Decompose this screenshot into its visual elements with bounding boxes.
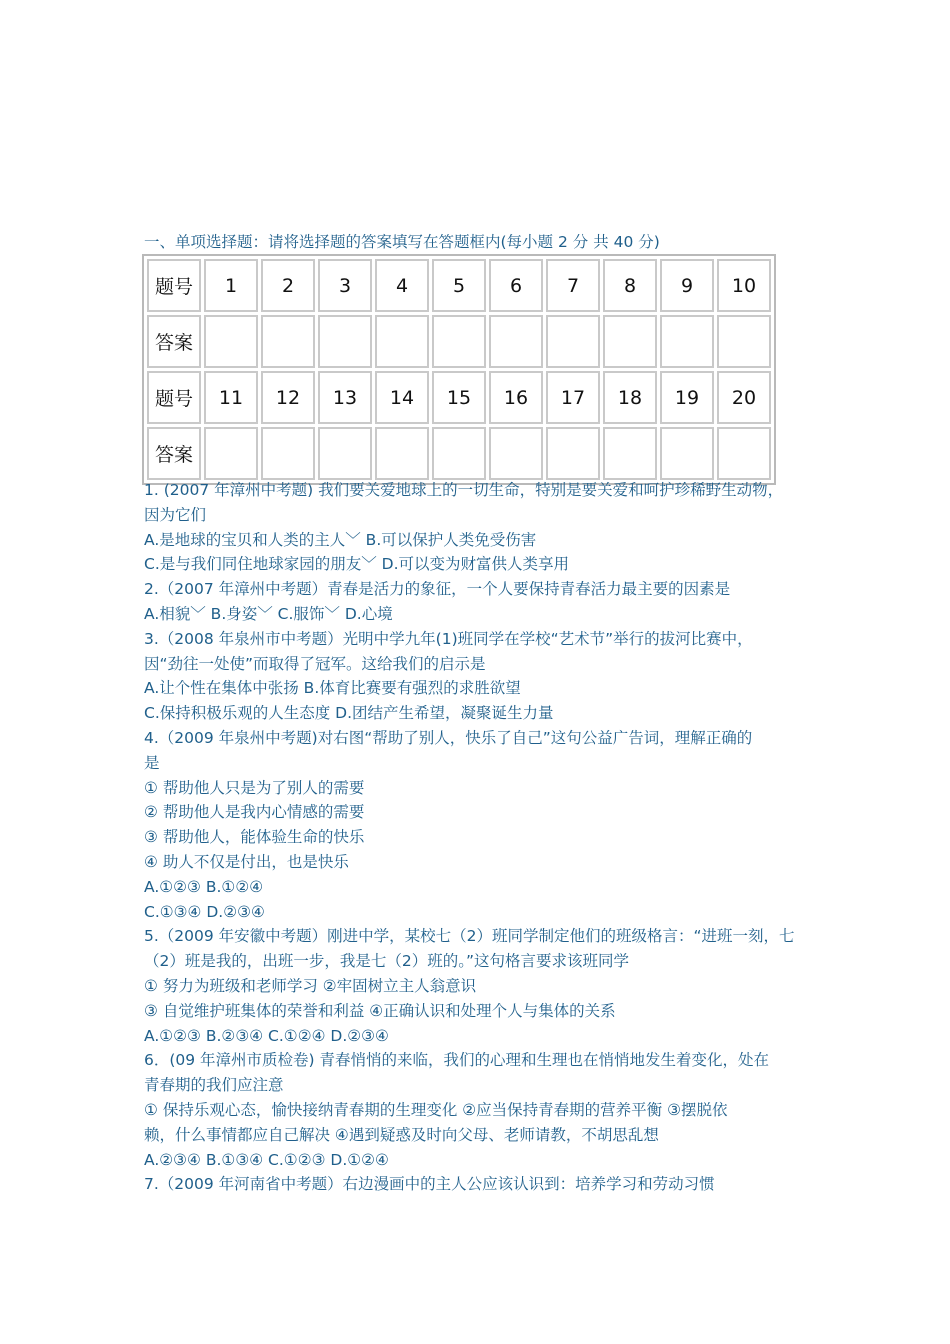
question-line: 是 [144, 753, 160, 772]
table-row [147, 315, 771, 368]
answer-cell [603, 315, 657, 368]
table-cell: 18 [603, 371, 657, 424]
table-cell: 19 [660, 371, 714, 424]
table-row [147, 427, 771, 480]
table-cell: 14 [375, 371, 429, 424]
table-cell: 3 [318, 259, 372, 312]
answer-table [142, 254, 776, 485]
table-cell: 8 [603, 259, 657, 312]
statement-line: ③ 帮助他人，能体验生命的快乐 [144, 828, 365, 847]
table-cell: 12 [261, 371, 315, 424]
option-line: A.是地球的宝贝和人类的主人﹀ B.可以保护人类免受伤害 [144, 530, 537, 549]
question-line: 7.（2009 年河南省中考题）右边漫画中的主人公应该认识到：培养学习和劳动习惯 [144, 1175, 715, 1194]
answer-cell [432, 427, 486, 480]
answer-cell [204, 315, 258, 368]
statement-line: ④ 助人不仅是付出，也是快乐 [144, 852, 349, 871]
option-line: A.相貌﹀ B.身姿﹀ C.服饰﹀ D.心境 [144, 604, 393, 623]
answer-cell [660, 315, 714, 368]
table-row [147, 259, 771, 312]
answer-cell [660, 427, 714, 480]
answer-cell [375, 427, 429, 480]
answer-cell [261, 315, 315, 368]
option-line: A.让个性在集体中张扬 B.体育比赛要有强烈的求胜欲望 [144, 679, 521, 698]
answer-cell [489, 427, 543, 480]
table-cell: 16 [489, 371, 543, 424]
table-cell: 题号 [147, 259, 201, 312]
question-line: 5.（2009 年安徽中考题）刚进中学，某校七（2）班同学制定他们的班级格言：“进班一刻，七 [144, 927, 795, 946]
option-line: C.是与我们同住地球家园的朋友﹀ D.可以变为财富供人类享用 [144, 555, 570, 574]
answer-cell [432, 315, 486, 368]
option-line: A.②③④ B.①③④ C.①②③ D.①②④ [144, 1150, 389, 1169]
statement-line: ① 帮助他人只是为了别人的需要 [144, 778, 365, 797]
table-cell: 7 [546, 259, 600, 312]
table-cell: 题号 [147, 371, 201, 424]
option-line: C.保持积极乐观的人生态度 D.团结产生希望，凝聚诞生力量 [144, 704, 554, 723]
table-cell: 15 [432, 371, 486, 424]
table-cell: 11 [204, 371, 258, 424]
option-line: A.①②③ B.①②④ [144, 877, 264, 896]
question-line: 青春期的我们应注意 [144, 1076, 284, 1095]
table-cell: 答案 [147, 427, 201, 480]
question-line: 4.（2009 年泉州中考题)对右图“帮助了别人，快乐了自己”这句公益广告词，理解正确的 [144, 728, 753, 747]
question-line: 因“劲往一处使”而取得了冠军。这给我们的启示是 [144, 654, 486, 673]
table-row [147, 371, 771, 424]
answer-cell [717, 315, 771, 368]
answer-cell [261, 427, 315, 480]
table-cell: 9 [660, 259, 714, 312]
answer-cell [489, 315, 543, 368]
statement-line: 赖，什么事情都应自己解决 ④遇到疑惑及时向父母、老师请教，不胡思乱想 [144, 1125, 659, 1144]
statement-line: ① 努力为班级和老师学习 ②牢固树立主人翁意识 [144, 976, 477, 995]
table-cell: 20 [717, 371, 771, 424]
table-cell: 5 [432, 259, 486, 312]
question-line: 1. (2007 年漳州中考题) 我们要关爱地球上的一切生命，特别是要关爱和呵护珍稀野生动物， [144, 481, 784, 499]
answer-cell [204, 427, 258, 480]
question-line: （2）班是我的，出班一步，我是七（2）班的。”这句格言要求该班同学 [144, 952, 630, 971]
table-cell: 10 [717, 259, 771, 312]
option-line: A.①②③ B.②③④ C.①②④ D.②③④ [144, 1026, 389, 1045]
answer-cell [717, 427, 771, 480]
table-cell: 6 [489, 259, 543, 312]
section-title: 一、单项选择题：请将选择题的答案填写在答题框内(每小题 2 分 共 40 分) [144, 233, 660, 251]
answer-cell [546, 315, 600, 368]
statement-line: ② 帮助他人是我内心情感的需要 [144, 803, 365, 822]
answer-cell [603, 427, 657, 480]
answer-cell [546, 427, 600, 480]
table-cell: 17 [546, 371, 600, 424]
question-line: 因为它们 [144, 505, 207, 524]
answer-cell [375, 315, 429, 368]
table-cell: 2 [261, 259, 315, 312]
question-list [144, 478, 816, 1197]
table-cell: 1 [204, 259, 258, 312]
statement-line: ③ 自觉维护班集体的荣誉和利益 ④正确认识和处理个人与集体的关系 [144, 1001, 616, 1020]
table-cell: 4 [375, 259, 429, 312]
table-cell: 13 [318, 371, 372, 424]
statement-line: ① 保持乐观心态，愉快接纳青春期的生理变化 ②应当保持青春期的营养平衡 ③摆脱依 [144, 1100, 728, 1119]
question-line: 6．(09 年漳州市质检卷) 青春悄悄的来临，我们的心理和生理也在悄悄地发生着变化，处在 [144, 1051, 770, 1070]
table-cell: 答案 [147, 315, 201, 368]
answer-cell [318, 315, 372, 368]
answer-cell [318, 427, 372, 480]
question-line: 2.（2007 年漳州中考题）青春是活力的象征，一个人要保持青春活力最主要的因素是 [144, 580, 731, 599]
option-line: C.①③④ D.②③④ [144, 902, 265, 921]
question-line: 3.（2008 年泉州市中考题）光明中学九年(1)班同学在学校“艺术节”举行的拔河比赛中， [144, 629, 753, 648]
